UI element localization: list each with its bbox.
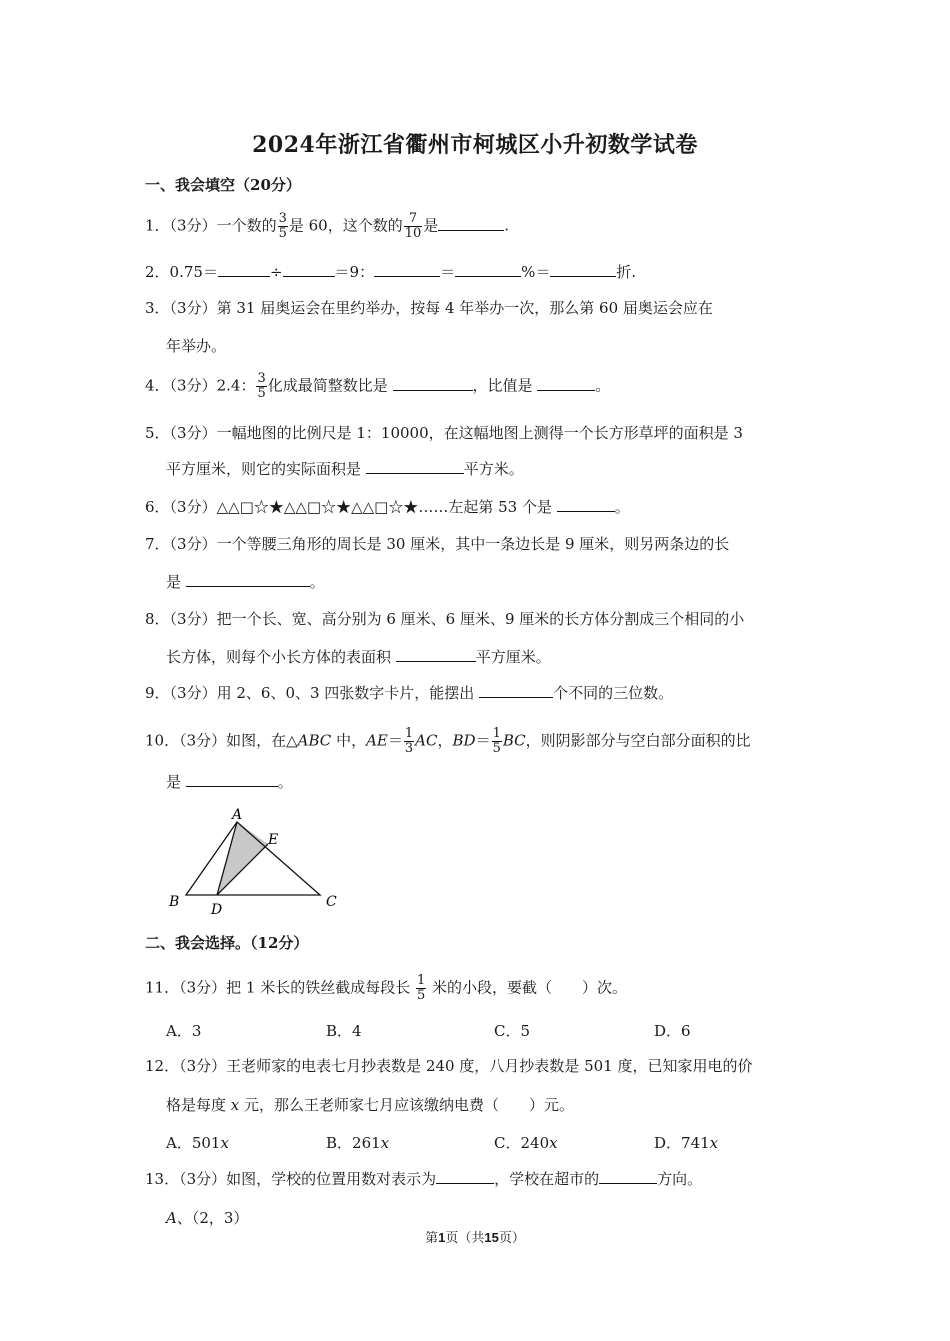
question-3-line-2: 年举办。 bbox=[166, 337, 227, 355]
fraction: $\frac{1}{3}$ bbox=[404, 726, 414, 756]
fraction: $\frac{1}{5}$ bbox=[492, 726, 501, 756]
label-c: C bbox=[326, 894, 337, 910]
page-footer: 第1页（共15页） bbox=[425, 1230, 525, 1245]
triangle-figure bbox=[160, 802, 350, 922]
option-c[interactable]: C．5 bbox=[494, 1022, 531, 1040]
answer-blank bbox=[186, 772, 278, 787]
page-title: 2024年浙江省衢州市柯城区小升初数学试卷 bbox=[252, 132, 698, 158]
answer-blank bbox=[438, 216, 504, 231]
question-10-line-2: 是 。 bbox=[166, 773, 293, 791]
label-d: D bbox=[211, 902, 223, 918]
answer-blank bbox=[550, 262, 616, 277]
label-a: A bbox=[232, 807, 243, 823]
question-10: 10．（3分）如图，在△ABC 中，AE＝ $\frac{1}{3}$ AC，BD＝ $\frac{1}{5}$ BC，则阴影部分与空白部分面积的比 bbox=[145, 726, 751, 756]
answer-blank bbox=[218, 262, 270, 277]
option-a[interactable]: A．3 bbox=[166, 1022, 202, 1040]
question-12-line-2: 格是每度 x 元，那么王老师家七月应该缴纳电费（ ）元。 bbox=[166, 1096, 575, 1114]
question-11: 11．（3分）把 1 米长的铁丝截成每段长 $\frac{1}{5}$ 米的小段，要截（ ）次。 bbox=[145, 973, 628, 1003]
answer-blank bbox=[537, 376, 595, 391]
answer-blank bbox=[366, 459, 464, 474]
answer-blank bbox=[557, 497, 615, 512]
question-5: 5．（3分）一幅地图的比例尺是 1：10000，在这幅地图上测得一个长方形草坪的面积是 3 bbox=[145, 424, 743, 442]
answer-blank bbox=[479, 683, 553, 698]
question-6: 6．（3分）△△□☆★△△□☆★△△□☆★……左起第 53 个是 。 bbox=[145, 498, 630, 516]
question-9: 9．（3分）用 2、6、0、3 四张数字卡片，能摆出 个不同的三位数。 bbox=[145, 684, 674, 702]
fraction: $\frac{7}{10}$ bbox=[404, 211, 422, 241]
section-heading-choice: 二、我会选择。（12分） bbox=[145, 934, 309, 952]
question-7-line-2: 是 。 bbox=[166, 573, 325, 591]
question-5-line-2: 平方厘米，则它的实际面积是 平方米。 bbox=[166, 460, 524, 478]
option-c[interactable]: C．240x bbox=[494, 1134, 558, 1152]
answer-blank bbox=[599, 1169, 657, 1184]
label-e: E bbox=[268, 832, 279, 848]
answer-blank bbox=[374, 262, 440, 277]
answer-blank bbox=[393, 376, 473, 391]
question-13: 13．（3分）如图，学校的位置用数对表示为 ，学校在超市的 方向。 bbox=[145, 1170, 703, 1188]
question-4: 4．（3分）2.4： $\frac{3}{5}$ 化成最简整数比是 ，比值是 。 bbox=[145, 371, 611, 401]
question-7: 7．（3分）一个等腰三角形的周长是 30 厘米，其中一条边长是 9 厘米，则另两条边的长 bbox=[145, 535, 730, 553]
option-b[interactable]: B．4 bbox=[326, 1022, 362, 1040]
section-heading-fill-in: 一、我会填空（20分） bbox=[145, 176, 301, 194]
answer-blank bbox=[186, 572, 310, 587]
question-3: 3．（3分）第 31 届奥运会在里约举办，按每 4 年举办一次，那么第 60 届奥运会应在 bbox=[145, 299, 713, 317]
question-1: 1．（3分）一个数的 $\frac{3}{5}$ 是 60，这个数的 $\frac{7}{10}$ 是 . bbox=[145, 211, 510, 241]
question-8-line-2: 长方体，则每个小长方体的表面积 平方厘米。 bbox=[166, 648, 551, 666]
shaded-region bbox=[217, 822, 268, 895]
option-a[interactable]: A．501x bbox=[166, 1134, 229, 1152]
question-2: 2．0.75＝ ÷ ＝9： ＝ %＝ 折. bbox=[145, 263, 637, 281]
answer-blank bbox=[283, 262, 335, 277]
question-12: 12．（3分）王老师家的电表七月抄表数是 240 度，八月抄表数是 501 度，已知家用电的价 bbox=[145, 1057, 753, 1075]
fraction: $\frac{1}{5}$ bbox=[416, 973, 426, 1003]
fraction: $\frac{3}{5}$ bbox=[257, 371, 266, 401]
label-b: B bbox=[169, 894, 180, 910]
option-a-answer: A、（2，3） bbox=[166, 1209, 249, 1227]
answer-blank bbox=[396, 647, 476, 662]
option-b[interactable]: B．261x bbox=[326, 1134, 390, 1152]
question-8: 8．（3分）把一个长、宽、高分别为 6 厘米、6 厘米、9 厘米的长方体分割成三个相同的小 bbox=[145, 610, 745, 628]
answer-blank bbox=[436, 1169, 494, 1184]
option-d[interactable]: D．6 bbox=[654, 1022, 691, 1040]
fraction: $\frac{3}{5}$ bbox=[278, 211, 287, 241]
option-d[interactable]: D．741x bbox=[654, 1134, 719, 1152]
answer-blank bbox=[455, 262, 521, 277]
